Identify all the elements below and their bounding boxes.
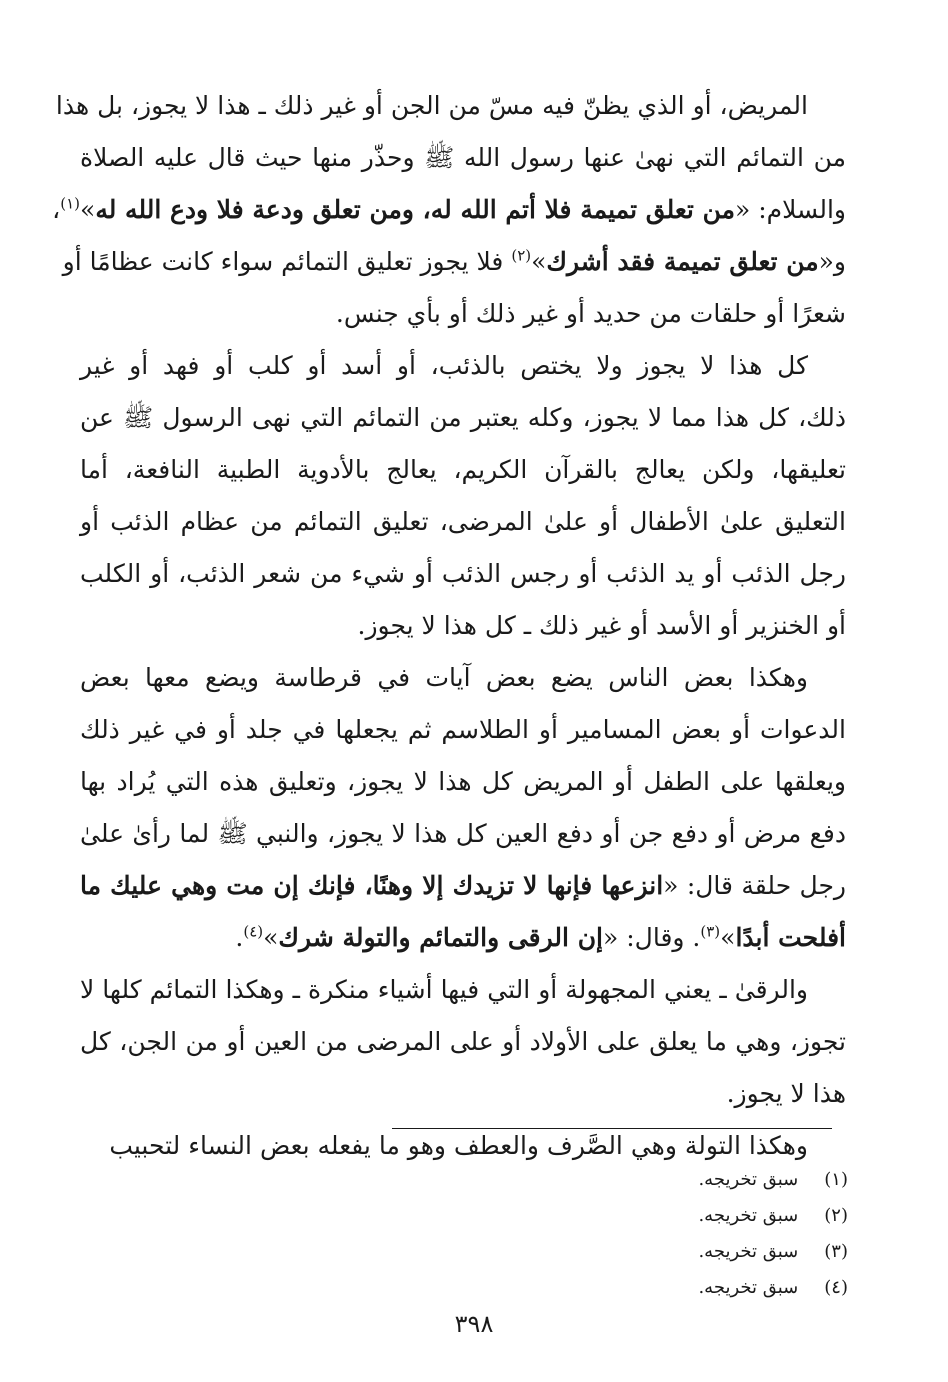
footnote-marker: (٤) — [243, 922, 264, 941]
text-segment: الدعوات أو بعض المسامير أو الطلاسم ثم يجعلها في جلد أو في غير ذلك — [80, 715, 846, 744]
text-segment: . وقال: « — [603, 923, 701, 952]
text-segment: والرقىٰ ـ يعني المجهولة أو التي فيها أشياء منكرة ـ وهكذا التمائم كلها لا — [80, 975, 808, 1004]
footnote — [698, 1270, 848, 1306]
footnote-divider — [392, 1128, 832, 1129]
text-segment: تجوز، وهي ما يعلق على الأولاد أو على المرضى من العين أو من الجن، كل — [80, 1027, 846, 1056]
text-line — [52, 184, 846, 236]
footnote — [698, 1234, 848, 1270]
footnote-text: سبق تخريجه. — [698, 1169, 799, 1190]
hadith-quote: إن الرقى والتمائم والتولة شرك — [278, 923, 603, 952]
text-line — [80, 392, 846, 444]
text-line — [80, 288, 846, 340]
text-line — [80, 340, 846, 392]
text-segment: شعرًا أو حلقات من حديد أو غير ذلك أو بأي جنس. — [335, 299, 846, 328]
text-segment: رجل حلقة قال: « — [663, 871, 847, 900]
text-segment: » — [263, 923, 279, 952]
text-line — [80, 652, 846, 704]
footnote-number: (٤) — [824, 1277, 848, 1298]
footnotes — [698, 1162, 848, 1306]
footnote — [698, 1162, 848, 1198]
text-segment: وهكذا بعض الناس يضع بعض آيات في قرطاسة ويضع معها بعض — [80, 663, 808, 692]
text-line — [80, 496, 846, 548]
footnote — [698, 1198, 848, 1234]
text-segment: التعليق علىٰ الأطفال أو علىٰ المرضى، تعليق التمائم من عظام الذئب أو — [80, 507, 846, 536]
text-line — [80, 704, 846, 756]
text-line — [80, 444, 846, 496]
text-segment: ، — [52, 195, 61, 224]
text-segment: . — [235, 923, 244, 952]
footnote-text: سبق تخريجه. — [698, 1241, 799, 1262]
text-line — [80, 132, 846, 184]
body-text — [52, 80, 847, 1172]
text-segment: » — [720, 923, 736, 952]
text-line — [80, 808, 846, 860]
text-segment: والسلام: « — [735, 195, 846, 224]
text-segment: دفع مرض أو دفع جن أو دفع العين كل هذا لا يجوز، والنبي ﷺ لما رأىٰ علىٰ — [80, 819, 846, 848]
text-segment: و« — [818, 247, 846, 276]
hadith-quote: انزعها فإنها لا تزيدك إلا وهنًا، فإنك إن مت وهي عليك ما — [80, 871, 664, 900]
hadith-quote: من تعلق تميمة فلا أتم الله له، ومن تعلق ودعة فلا ودع الله له — [95, 195, 735, 224]
text-segment: أو الخنزير أو الأسد أو غير ذلك ـ كل هذا لا يجوز. — [357, 611, 846, 640]
text-segment: فلا يجوز تعليق التمائم سواء كانت عظامًا أو — [62, 247, 512, 276]
text-segment: ويعلقها على الطفل أو المريض كل هذا لا يجوز، وتعليق هذه التي يُراد بها — [80, 767, 846, 796]
footnote-marker: (٣) — [700, 922, 721, 941]
text-segment: » — [80, 195, 96, 224]
text-line — [80, 964, 846, 1016]
footnote-number: (٢) — [824, 1205, 848, 1226]
text-segment: ذلك، كل هذا مما لا يجوز، وكله يعتبر من التمائم التي نهى الرسول ﷺ عن — [80, 403, 846, 432]
footnote-text: سبق تخريجه. — [698, 1277, 799, 1298]
hadith-quote: أفلحت أبدًا — [735, 923, 846, 952]
text-segment: من التمائم التي نهىٰ عنها رسول الله ﷺ وحذّر منها حيث قال عليه الصلاة — [80, 143, 846, 172]
text-line — [80, 1068, 846, 1120]
text-line — [62, 236, 846, 288]
footnote-marker: (١) — [60, 194, 81, 213]
text-line — [80, 1016, 846, 1068]
text-segment: » — [531, 247, 547, 276]
text-segment: وهكذا التولة وهي الصَّرف والعطف وهو ما يفعله بعض النساء لتحبيب — [109, 1131, 808, 1160]
page-number: ٣٩٨ — [454, 1310, 494, 1338]
text-segment: رجل الذئب أو يد الذئب أو رجس الذئب أو شيء من شعر الذئب، أو الكلب — [80, 559, 846, 588]
text-segment: كل هذا لا يجوز ولا يختص بالذئب، أو أسد أو كلب أو فهد أو غير — [80, 351, 808, 380]
text-segment: المريض، أو الذي يظنّ فيه مسّ من الجن أو غير ذلك ـ هذا لا يجوز، بل هذا — [55, 91, 808, 120]
hadith-quote: من تعلق تميمة فقد أشرك — [546, 247, 819, 276]
text-line — [80, 912, 846, 964]
text-segment: هذا لا يجوز. — [726, 1079, 846, 1108]
footnote-text: سبق تخريجه. — [698, 1205, 799, 1226]
text-segment: تعليقها، ولكن يعالج بالقرآن الكريم، يعالج بالأدوية الطبية النافعة، أما — [80, 455, 846, 484]
text-line — [55, 80, 846, 132]
text-line — [80, 548, 846, 600]
footnote-marker: (٢) — [511, 246, 532, 265]
footnote-number: (٣) — [824, 1241, 848, 1262]
text-line — [80, 860, 846, 912]
text-line — [80, 756, 846, 808]
text-line — [80, 600, 846, 652]
footnote-number: (١) — [824, 1169, 848, 1190]
